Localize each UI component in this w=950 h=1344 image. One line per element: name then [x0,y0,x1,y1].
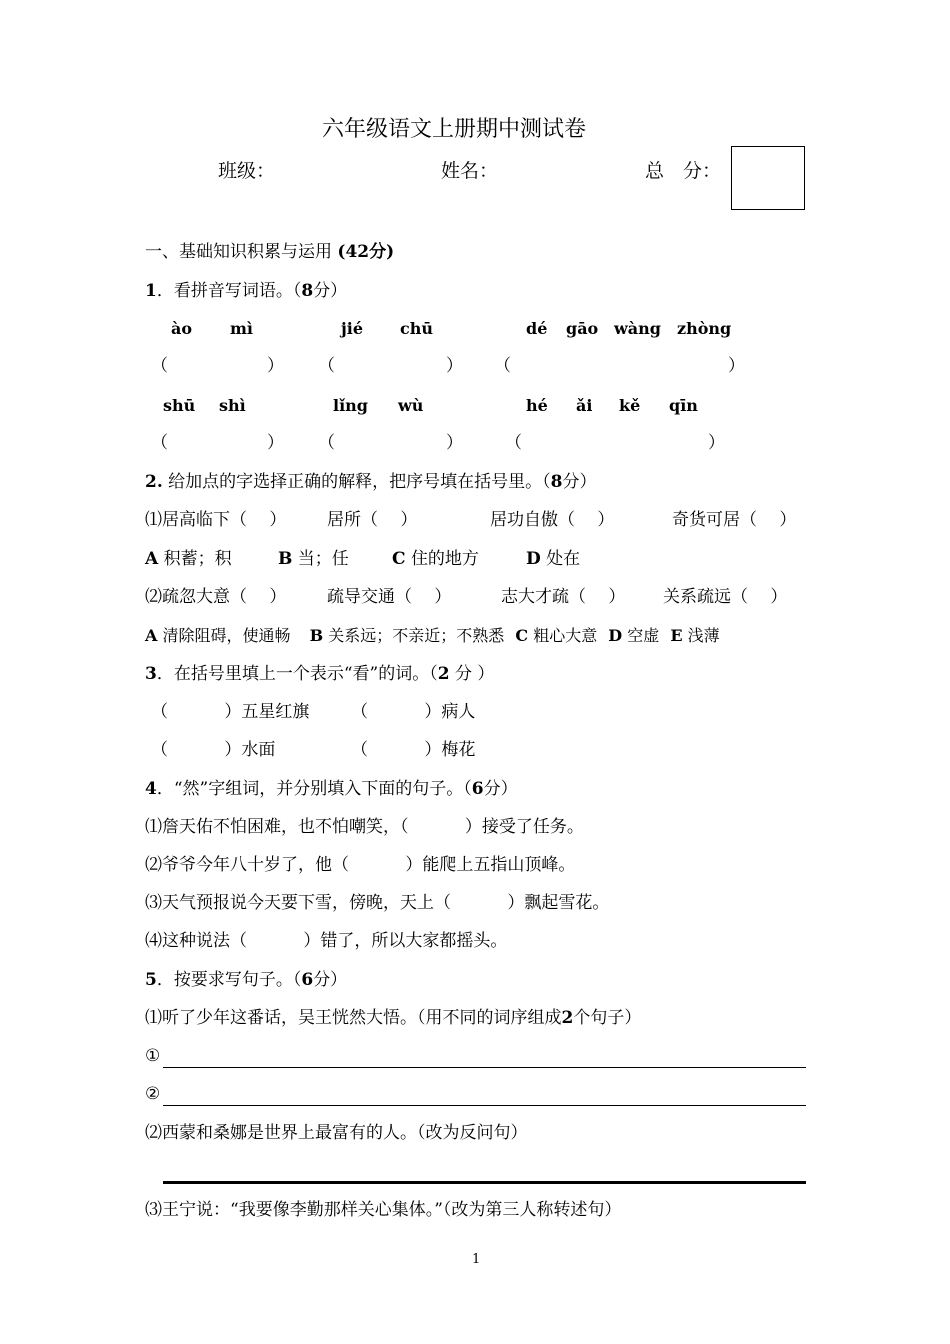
option-text: 关系远；不亲近；不熟悉 [328,626,505,645]
pinyin: gāo [566,319,599,338]
q5-s1-num: 2 [561,1008,574,1028]
option-key: A [145,626,158,645]
q2-item: 居所（ ） [327,510,418,530]
answer-line[interactable] [163,1067,806,1068]
q5-sentence-1 [145,1010,641,1027]
q5-score: 6 [301,970,314,990]
pinyin: wàng [614,319,661,338]
q1-number: 1 [145,281,157,301]
q2-item: ⑴居高临下（ ） [145,510,287,530]
paren-open: （ [318,433,335,453]
answer-line[interactable] [163,1105,806,1106]
q4-text: ．“然”字组词，并分别填入下面的句子。（ [156,779,472,799]
option-text: 积蓄；积 [163,549,232,569]
paren-close: ） [446,356,463,376]
paren-open: （ [318,356,335,376]
q2-text: 给加点的字选择正确的解释，把序号填在括号里。（ [168,472,551,492]
q2-options-1 [526,551,580,568]
pinyin: mì [230,319,254,338]
option-key: E [670,626,683,645]
question-2 [145,474,597,491]
question-3 [145,666,494,683]
pinyin: lǐng [333,396,368,415]
pinyin: wù [398,396,424,415]
q4-tail: 分） [483,779,518,799]
score-label: 总 分： [645,160,722,182]
option-key: D [608,626,623,645]
q5-sentence-2: ⑵西蒙和桑娜是世界上最富有的人。（改为反问句） [145,1123,528,1143]
question-4 [145,781,518,798]
q2-item: 志大才疏（ ） [501,587,626,607]
option-text: 处在 [546,549,581,569]
pinyin: shì [219,396,246,415]
option-key: D [526,549,541,569]
option-key: C [515,626,529,645]
option-text: 当；任 [297,549,349,569]
q4-number: 4 [145,779,157,799]
q1-tail: 分） [313,281,348,301]
q2-options-1 [278,551,349,568]
q5-s1-post: 个句子） [573,1008,642,1028]
name-label: 姓名： [441,160,499,182]
pinyin: kě [619,396,641,415]
option-key: C [392,549,406,569]
option-text: 浅薄 [687,626,720,645]
paren-close: ） [446,433,463,453]
q4-sentence: ⑶天气预报说今天要下雪，傍晚，天上（ ）飘起雪花。 [145,893,610,913]
pinyin: ào [171,319,193,338]
q4-sentence: ⑷这种说法（ ）错了，所以大家都摇头。 [145,931,508,951]
q2-item: 关系疏远（ ） [663,587,788,607]
circle-1: ① [145,1046,161,1066]
question-5 [145,972,347,989]
q2-tail: 分） [562,472,597,492]
q2-options-1 [145,551,232,568]
pinyin: qīn [669,396,698,415]
q3-text: ．在括号里填上一个表示“看”的词。（ [156,664,438,684]
q4-sentence: ⑵爷爷今年八十岁了，他（ ）能爬上五指山顶峰。 [145,855,576,875]
q2-item: 居功自傲（ ） [490,510,615,530]
class-label: 班级： [218,160,276,182]
section-heading [145,244,394,261]
q4-sentence: ⑴詹天佑不怕困难，也不怕嘲笑，（ ）接受了任务。 [145,817,584,837]
pinyin: zhòng [677,319,732,338]
q1-score: 8 [301,281,314,301]
q3-item: （ ）五星红旗 [151,702,310,722]
q5-tail: 分） [313,970,348,990]
pinyin: chū [400,319,434,338]
circle-2: ② [145,1084,161,1104]
q5-sentence-3: ⑶王宁说：“我要像李勤那样关心集体。”（改为第三人称转述句） [145,1200,622,1220]
paren-close: ） [728,356,745,376]
paren-open: （ [505,433,522,453]
score-box[interactable] [731,146,805,210]
question-1 [145,283,347,300]
q1-text: ．看拼音写词语。（ [156,281,302,301]
q5-text: ．按要求写句子。（ [156,970,302,990]
pinyin: ǎi [576,396,593,415]
q2-item: 奇货可居（ ） [672,510,797,530]
q5-number: 5 [145,970,157,990]
q3-item: （ ）病人 [351,702,476,722]
option-key: B [278,549,293,569]
q3-item: （ ）梅花 [351,740,476,760]
paren-close: ） [708,433,725,453]
q3-score: 2 [437,664,450,684]
pinyin: shū [163,396,196,415]
q3-item: （ ）水面 [151,740,276,760]
paren-open: （ [494,356,511,376]
page-number: 1 [472,1252,481,1267]
q2-options-1 [392,551,479,568]
paren-open: （ [151,433,168,453]
pinyin: jié [341,319,364,338]
option-text: 粗心大意 [533,626,598,645]
q2-item: 疏导交通（ ） [327,587,452,607]
option-text: 空虚 [627,626,660,645]
pinyin: hé [526,396,548,415]
section-title: 一、基础知识积累与运用 [145,242,332,262]
q3-tail: 分 ） [454,664,495,684]
q2-number: 2. [145,472,163,492]
option-text: 住的地方 [410,549,479,569]
answer-line[interactable] [163,1181,806,1184]
q3-number: 3 [145,664,157,684]
option-key: B [309,626,324,645]
option-text: 清除阻碍，使通畅 [162,626,291,645]
q2-options-2 [145,628,720,644]
section-score: (42分) [337,242,395,262]
paren-open: （ [151,356,168,376]
paren-close: ） [267,433,284,453]
q5-s1-pre: ⑴听了少年这番话，吴王恍然大悟。（用不同的词序组成 [145,1008,562,1028]
page-title: 六年级语文上册期中测试卷 [322,117,587,142]
paren-close: ） [267,356,284,376]
q2-score: 8 [550,472,563,492]
q4-score: 6 [471,779,484,799]
q2-item: ⑵疏忽大意（ ） [145,587,287,607]
option-key: A [145,549,159,569]
pinyin: dé [526,319,548,338]
